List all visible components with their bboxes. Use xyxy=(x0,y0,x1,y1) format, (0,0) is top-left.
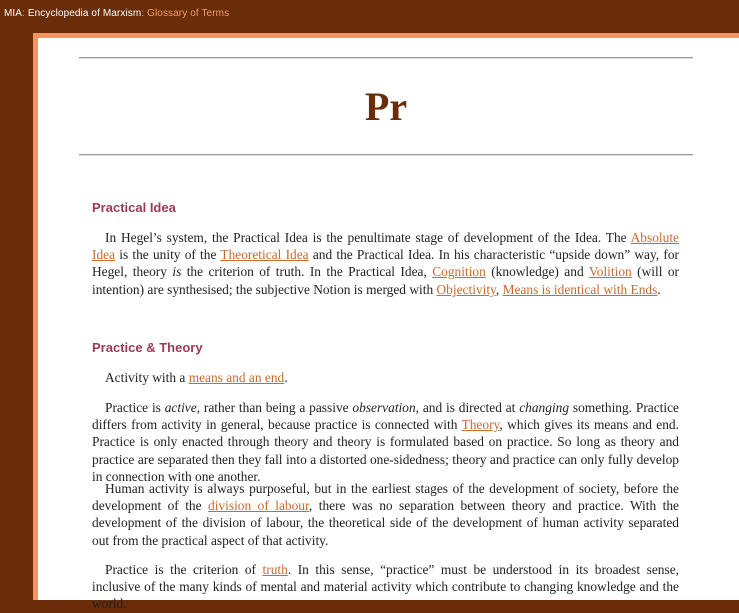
text-span: Activity with a xyxy=(105,370,189,385)
emphasis: changing xyxy=(519,400,570,415)
definition-paragraph xyxy=(92,229,679,298)
definition-paragraph xyxy=(92,561,679,613)
text-span: is the unity of the xyxy=(115,247,221,263)
breadcrumb-separator: : xyxy=(141,8,148,19)
breadcrumb-separator: : xyxy=(22,8,28,19)
link-cognition[interactable]: Cognition xyxy=(432,264,486,280)
emphasis: is xyxy=(172,264,182,280)
text-span: , which gives its means and end. Practice is only enacted through theory and theory is formulated based on practice. So long as theory and practice are separated then they fall into a distorted one-sidedness; theory and practice can only fully develop in connection with one another. xyxy=(92,417,679,484)
link-truth[interactable]: truth xyxy=(262,562,288,577)
text-span: , there was no separation between theory and practice. With the development of the division of labour, the theoretical side of the development of human activity separated out from the practical aspect of that activity. xyxy=(92,498,679,548)
text-span: Practice is xyxy=(105,400,165,415)
emphasis: active xyxy=(164,400,197,415)
text-span: , rather than being a passive xyxy=(196,400,353,415)
text-span: Practice is the criterion of xyxy=(105,562,263,577)
link-means-and-an-end[interactable]: means and an end xyxy=(188,370,285,385)
text-span: Human activity is always purposeful, but in the earliest stages of the development of society, before the development of the xyxy=(92,481,679,514)
link-division-of-labour[interactable]: division of labour xyxy=(208,498,309,514)
term-heading-practice-theory: Practice & Theory xyxy=(92,340,203,355)
glossary-link[interactable]: Glossary of Terms xyxy=(147,8,230,19)
text-span: something. Practice differs from activity in general, because practice is connected with xyxy=(92,400,679,433)
text-span: the criterion of truth. In the Practical Idea, xyxy=(181,264,433,280)
text-span: (knowledge) and xyxy=(485,264,589,280)
link-absolute-idea[interactable]: Absolute Idea xyxy=(92,230,679,263)
top-divider xyxy=(79,57,693,59)
link-theoretical-idea[interactable]: Theoretical Idea xyxy=(220,247,309,263)
site-name: MIA xyxy=(4,8,23,19)
text-span: . In this sense, “practice” must be understood in its broadest sense, inclusive of the many kinds of mental and material activity which contribute to changing knowledge and the world. xyxy=(92,562,679,612)
definition-paragraph xyxy=(92,399,679,485)
text-span: . xyxy=(284,370,288,385)
text-span: , and is directed at xyxy=(415,400,520,415)
emphasis: observation xyxy=(352,400,416,415)
title-divider xyxy=(79,154,693,156)
link-theory[interactable]: Theory xyxy=(461,417,500,433)
definition-paragraph xyxy=(92,369,679,386)
text-span: (will or intention) are synthesised; the subjective Notion is merged with xyxy=(92,264,679,297)
definition-paragraph xyxy=(92,480,679,549)
page-title: Pr xyxy=(364,84,408,129)
text-span: , xyxy=(495,281,503,297)
link-volition[interactable]: Volition xyxy=(588,264,632,280)
text-span: and the Practical Idea. In his characteristic “upside down” way, for Hegel, theory xyxy=(92,247,679,280)
term-heading-practical-idea: Practical Idea xyxy=(92,200,176,215)
link-objectivity[interactable]: Objectivity xyxy=(436,281,496,297)
encyclopedia-title: Encyclopedia of Marxism xyxy=(27,8,142,19)
text-span: In Hegel’s system, the Practical Idea is the penultimate stage of development of the Idea. The xyxy=(105,230,631,245)
link-means-is-identical-with-ends[interactable]: Means is identical with Ends xyxy=(502,281,658,297)
top-breadcrumb xyxy=(4,8,229,19)
text-span: . xyxy=(657,281,661,297)
